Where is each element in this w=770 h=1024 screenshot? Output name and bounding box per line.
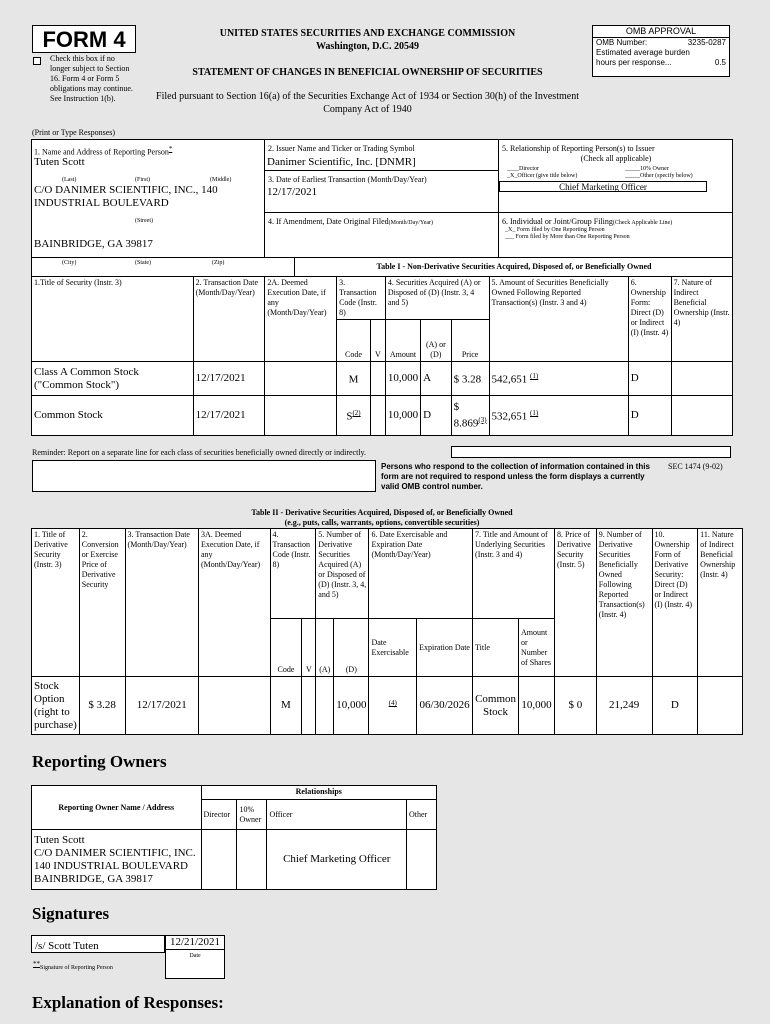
- box1-last-label: (Last): [62, 177, 77, 183]
- owned-following: 21,249: [596, 677, 652, 735]
- omb-number-row: [593, 38, 729, 48]
- deemed-date: [198, 677, 270, 735]
- t2-sub-expiration: Expiration Date: [417, 619, 473, 677]
- signature-date-label: Date: [189, 953, 201, 959]
- persons-notice: Persons who respond to the collection of information contained in this form are not required to respond unless the form displays a currently valid OMB control number.: [381, 462, 650, 491]
- box1-street-label: (Street): [135, 218, 153, 224]
- box6-label: 6. Individual or Joint/Group Filing(Check Applicable Line): [502, 217, 673, 226]
- city-label: (City): [62, 260, 77, 266]
- col-other: Other: [407, 800, 437, 830]
- transaction-date: 12/17/2021: [193, 362, 265, 396]
- t1-h2: 2. Transaction Date (Month/Day/Year): [193, 277, 265, 362]
- box1-reporting-person: [32, 140, 265, 258]
- reporting-owners-table: [31, 785, 437, 890]
- derivative-price: $ 0: [554, 677, 596, 735]
- t2-h10: 10. Ownership Form of Derivative Security: Direct (D) or Indirect (I) (Instr. 4): [652, 529, 698, 677]
- t1-h2a: 2A. Deemed Execution Date, if any (Month/Day/Year): [265, 277, 337, 362]
- director-option[interactable]: ____Director: [507, 166, 539, 172]
- t2-sub-code: Code: [270, 619, 302, 677]
- t2-h6: 6. Date Exercisable and Expiration Date (Month/Day/Year): [369, 529, 473, 619]
- owner-name-address: [32, 830, 202, 890]
- t2-sub-d: (D): [334, 619, 369, 677]
- reminder-text: Reminder: Report on a separate line for each class of securities beneficially owned directly or indirectly.: [32, 448, 367, 457]
- no-longer-subject-checkbox[interactable]: [33, 57, 41, 65]
- t2-h7: 7. Title and Amount of Underlying Securities (Instr. 3 and 4): [473, 529, 555, 619]
- reporting-person-street: C/O DANIMER SCIENTIFIC, INC., 140 INDUSTRIAL BOULEVARD: [34, 184, 218, 209]
- owned-following: 532,651 $^{(1)}$: [489, 396, 628, 436]
- omb-number-label: OMB Number:: [596, 38, 648, 47]
- other-option[interactable]: _____Other (specify below): [625, 173, 693, 179]
- box3-label: 3. Date of Earliest Transaction (Month/Day/Year): [268, 175, 427, 184]
- t2-h5: 5. Number of Derivative Securities Acquired (A) or Disposed of (D) (Instr. 3, 4, and 5): [316, 529, 369, 619]
- form-title: FORM 4: [42, 27, 126, 52]
- box1-middle-label: (Middle): [210, 177, 232, 183]
- nature: [671, 396, 732, 436]
- nature: [671, 362, 732, 396]
- t1-h3: 3. Transaction Code (Instr. 8): [337, 277, 386, 320]
- underlying-amount: 10,000: [519, 677, 555, 735]
- table2-title: Table II - Derivative Securities Acquired, Disposed of, or Beneficially Owned: [251, 508, 513, 517]
- expiration-date: 06/30/2026: [417, 677, 473, 735]
- omb-approval-box: [592, 25, 730, 77]
- box4-amendment: [265, 213, 499, 258]
- agency-name: UNITED STATES SECURITIES AND EXCHANGE COMMISSION: [219, 28, 516, 39]
- deemed-date: [265, 396, 337, 436]
- t2-h4: 4. Transaction Code (Instr. 8): [270, 529, 316, 619]
- officer-title: Chief Marketing Officer: [559, 182, 647, 192]
- signatures-heading: Signatures: [32, 904, 110, 923]
- a-or-d: D: [421, 396, 452, 436]
- print-or-type: (Print or Type Responses): [32, 128, 116, 137]
- signature-date: 12/21/2021: [166, 936, 224, 950]
- owner-director: [201, 830, 237, 890]
- owner-officer: Chief Marketing Officer: [267, 830, 407, 890]
- omb-burden-row: [593, 48, 729, 68]
- v-flag: [370, 396, 385, 436]
- t2-h1: 1. Title of Derivative Security (Instr. 3): [32, 529, 80, 677]
- table2: [31, 528, 743, 735]
- a-or-d: A: [421, 362, 452, 396]
- v-flag: [302, 677, 316, 735]
- t2-h3a: 3A. Deemed Execution Date, if any (Month/Day/Year): [198, 529, 270, 677]
- transaction-code: $S^{(2)}$: [337, 396, 371, 436]
- t2-sub-v: V: [302, 619, 316, 677]
- col-relationships: Relationships: [201, 786, 436, 800]
- box2-label: 2. Issuer Name and Ticker or Trading Symbol: [268, 144, 415, 153]
- owner-name: Tuten Scott: [34, 833, 85, 846]
- owner-address-line: C/O DANIMER SCIENTIFIC, INC.: [34, 846, 196, 859]
- form-title-box: [32, 25, 136, 53]
- city-state-zip-labels: [32, 258, 295, 276]
- t2-h3: 3. Transaction Date (Month/Day/Year): [125, 529, 198, 677]
- filing-option-more[interactable]: ___ Form filed by More than One Reporting Person: [505, 234, 630, 240]
- conversion-price: $ 3.28: [79, 677, 125, 735]
- box1-first-label: (First): [135, 177, 150, 183]
- signature-block: [31, 935, 226, 979]
- officer-title-box: [499, 181, 707, 192]
- box6-filing: [499, 213, 733, 258]
- t1-h5: 5. Amount of Securities Beneficially Owned Following Reported Transaction(s) (Instr. 3 and 4): [489, 277, 628, 362]
- amount: 10,000: [385, 396, 420, 436]
- ownership-form: D: [652, 677, 698, 735]
- t1-sub-amount: Amount: [385, 320, 420, 362]
- t2-sub-exercisable: Date Exercisable: [369, 619, 417, 677]
- table2-subtitle: (e.g., puts, calls, warrants, options, convertible securities): [284, 518, 480, 527]
- owner-ten-pct: [237, 830, 267, 890]
- table-row: [32, 396, 733, 436]
- ownership-form: D: [628, 396, 671, 436]
- t1-h4: 4. Securities Acquired (A) or Disposed of (D) (Instr. 3, 4 and 5): [385, 277, 489, 320]
- derivative-title: Stock Option (right to purchase): [32, 677, 80, 735]
- underlying-title: Common Stock: [473, 677, 519, 735]
- state-label: (State): [135, 260, 151, 266]
- col-ten-pct: 10% Owner: [237, 800, 267, 830]
- owner-address-line: 140 INDUSTRIAL BOULEVARD: [34, 859, 188, 872]
- issuer-name: Danimer Scientific, Inc. [DNMR]: [267, 156, 416, 168]
- transaction-date: 12/17/2021: [193, 396, 265, 436]
- t2-h2: 2. Conversion or Exercise Price of Derivative Security: [79, 529, 125, 677]
- t1-sub-v: V: [370, 320, 385, 362]
- reminder-box-right: [451, 446, 731, 458]
- sec-code: SEC 1474 (9-02): [668, 462, 723, 471]
- zip-label: (Zip): [212, 260, 225, 266]
- checkbox-label: Check this box if no longer subject to Section 16. Form 4 or Form 5 obligations may continue. See Instruction 1(b).: [50, 54, 133, 103]
- acquired: [316, 677, 334, 735]
- t2-sub-a: (A): [316, 619, 334, 677]
- deemed-date: [265, 362, 337, 396]
- t2-sub-amount: Amount or Number of Shares: [519, 619, 555, 677]
- top-section: [31, 139, 733, 258]
- reminder-box-left: [32, 460, 376, 492]
- transaction-date: 12/17/2021: [125, 677, 198, 735]
- table-row: [32, 830, 437, 890]
- col-owner-name: Reporting Owner Name / Address: [32, 786, 202, 830]
- box2-issuer: [265, 140, 499, 171]
- box5-relationship: [499, 140, 733, 213]
- owner-other: [407, 830, 437, 890]
- explanation-heading: Explanation of Responses:: [32, 993, 224, 1012]
- omb-number: 3235-0287: [687, 38, 726, 47]
- ten-pct-option[interactable]: _____10% Owner: [625, 166, 669, 172]
- t1-sub-code: Code: [337, 320, 371, 362]
- col-director: Director: [201, 800, 237, 830]
- t1-h6: 6. Ownership Form: Direct (D) or Indirect (I) (Instr. 4): [628, 277, 671, 362]
- transaction-code: M: [337, 362, 371, 396]
- t2-sub-title: Title: [473, 619, 519, 677]
- earliest-transaction-date: 12/17/2021: [267, 186, 318, 198]
- t1-sub-aord: (A) or (D): [421, 320, 452, 362]
- nature: [698, 677, 743, 735]
- filing-option-one[interactable]: _X_ Form filed by One Reporting Person: [505, 227, 605, 233]
- table1-title: Table I - Non-Derivative Securities Acquired, Disposed of, or Beneficially Owned: [376, 262, 652, 271]
- t1-h1: 1.Title of Security (Instr. 3): [32, 277, 194, 362]
- table-row: [32, 362, 733, 396]
- box5-label: 5. Relationship of Reporting Person(s) to Issuer: [502, 144, 655, 153]
- table1: [31, 276, 733, 436]
- owner-address-line: BAINBRIDGE, GA 39817: [34, 872, 153, 885]
- t1-h7: 7. Nature of Indirect Beneficial Ownership (Instr. 4): [671, 277, 732, 362]
- transaction-code: M: [270, 677, 302, 735]
- officer-option[interactable]: _X_Officer (give title below): [507, 173, 578, 179]
- box1-label: 1. Name and Address of Reporting Person*: [34, 145, 173, 157]
- table-row: [32, 677, 743, 735]
- signature-date-box: [165, 935, 225, 979]
- reporting-owners-heading: Reporting Owners: [32, 752, 167, 771]
- signature-name: /s/ Scott Tuten: [35, 940, 99, 952]
- signature-label: **Signature of Reporting Person: [33, 960, 113, 971]
- price: $ 3.28: [451, 362, 489, 396]
- box3-earliest-transaction: [265, 171, 499, 213]
- omb-burden-label: Estimated average burden hours per response...: [596, 48, 690, 67]
- omb-burden: 0.5: [714, 58, 726, 67]
- signature-name-box: [31, 935, 165, 953]
- filed-pursuant: Filed pursuant to Section 16(a) of the Securities Exchange Act of 1934 or Section 30(h) of the Investment Company Act of 1940: [156, 91, 579, 115]
- date-exercisable: (4): [369, 677, 417, 735]
- box4-label: 4. If Amendment, Date Original Filed(Month/Day/Year): [268, 217, 434, 226]
- disposed: 10,000: [334, 677, 369, 735]
- statement-title: STATEMENT OF CHANGES IN BENEFICIAL OWNERSHIP OF SECURITIES: [192, 67, 543, 78]
- t2-h9: 9. Number of Derivative Securities Beneficially Owned Following Reported Transaction(s) (Instr. 4): [596, 529, 652, 677]
- col-officer: Officer: [267, 800, 407, 830]
- price: $ 8.869$^{(3)}$: [451, 396, 489, 436]
- amount: 10,000: [385, 362, 420, 396]
- agency-location: Washington, D.C. 20549: [315, 41, 420, 52]
- security-title: Class A Common Stock ("Common Stock"): [32, 362, 194, 396]
- owned-following: 542,651 $^{(1)}$: [489, 362, 628, 396]
- reporting-person-name: Tuten Scott: [34, 156, 85, 168]
- reporting-person-city: BAINBRIDGE, GA 39817: [34, 238, 153, 250]
- security-title: Common Stock: [32, 396, 194, 436]
- box5-sub: (Check all applicable): [580, 154, 652, 163]
- t1-sub-price: Price: [451, 320, 489, 362]
- t2-h11: 11. Nature of Indirect Beneficial Ownership (Instr. 4): [698, 529, 743, 677]
- omb-title: OMB APPROVAL: [593, 26, 729, 38]
- ownership-form: D: [628, 362, 671, 396]
- city-state-zip-row: [31, 257, 733, 277]
- v-flag: [370, 362, 385, 396]
- t2-h8: 8. Price of Derivative Security (Instr. 5): [554, 529, 596, 677]
